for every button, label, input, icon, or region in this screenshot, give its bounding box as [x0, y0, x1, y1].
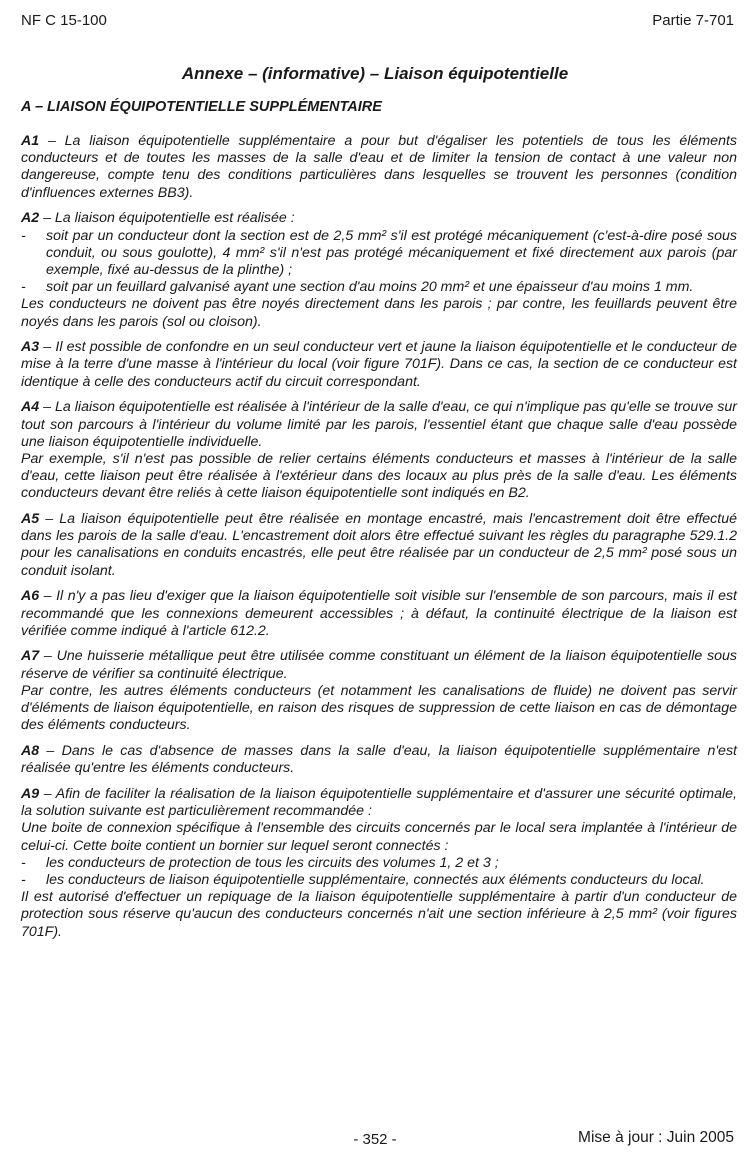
paragraph-text: – Il est possible de confondre en un seul conducteur vert et jaune la liaison équipotentielle et le conducteur de mise à la terre d'une masse à l'intérieur du local (voir figure 701F). Dans ce cas, la section de ce conducteur est identique à celle des conducteurs actif du circuit correspondant.	[21, 339, 737, 390]
update-date: Mise à jour : Juin 2005	[578, 1129, 734, 1146]
paragraph-text: – Dans le cas d'absence de masses dans la salle d'eau, la liaison équipotentielle supplémentaire n'est réalisée qu'entre les éléments conducteurs.	[21, 743, 737, 777]
paragraph-label: A2	[21, 210, 40, 227]
paragraph-text: Une boite de connexion spécifique à l'ensemble des circuits concernés par le local sera implantée à l'intérieur de celui-ci. Cette boite contient un bornier sur lequel seront connectés :	[21, 820, 737, 854]
page-number: - 352 -	[353, 1131, 397, 1148]
annex-title: Annexe – (informative) – Liaison équipotentielle	[181, 64, 569, 83]
paragraph-label: A8	[21, 743, 40, 759]
paragraph-label: A3	[21, 339, 40, 356]
paragraph-text: – La liaison équipotentielle peut être réalisée en montage encastré, mais l'encastrement doit être effectué dans les parois de la salle d'eau. L'encastrement doit alors être effectué suivant les règles du paragraphe 529.1.2 pour les canalisations en conduits encastrés, elle peut être réalisée par un conducteur de 2,5 mm² posé sous un conduit isolant.	[21, 511, 737, 579]
paragraph-text: – La liaison équipotentielle est réalisée à l'intérieur de la salle d'eau, ce qui n'implique pas qu'elle se trouve sur tout son parcours à l'intérieur du volume limité par les parois, l'essentiel étant que chaque salle d'eau possède une liaison équipotentielle individuelle.	[21, 399, 737, 450]
paragraph-label: A4	[21, 399, 40, 416]
paragraph-a5	[21, 511, 737, 580]
paragraph-label: A1	[21, 133, 40, 149]
paragraph-a6	[21, 588, 737, 640]
list-item	[21, 228, 737, 280]
paragraph-text: Par contre, les autres éléments conducteurs (et notamment les canalisations de fluide) ne doivent pas servir d'éléments de liaison équipotentielle, en raison des risques de suppression de cette liaison en cas de démontage des éléments conducteurs.	[21, 682, 737, 734]
paragraph-text: Les conducteurs ne doivent pas être noyés directement dans les parois ; par contre, les feuillards peuvent être noyés dans les parois (sol ou cloison).	[21, 296, 737, 330]
list-item-text: soit par un feuillard galvanisé ayant une section d'au moins 20 mm² et une épaisseur d'au moins 1 mm.	[46, 279, 694, 296]
paragraph-label: A5	[21, 511, 40, 528]
paragraph-a8	[21, 743, 737, 777]
paragraph-a1	[21, 133, 737, 202]
paragraph-a4	[21, 399, 737, 502]
list-item	[21, 872, 737, 889]
header-standard-ref: NF C 15-100	[21, 12, 107, 29]
paragraph-text: – Afin de faciliter la réalisation de la liaison équipotentielle supplémentaire et d'assurer une sécurité optimale, la solution suivante est particulièrement recommandée :	[21, 785, 737, 820]
dash-bullet: -	[21, 279, 26, 296]
list-item	[21, 279, 737, 296]
dash-bullet: -	[21, 854, 26, 871]
section-heading: A – LIAISON ÉQUIPOTENTIELLE SUPPLÉMENTAIRE	[21, 99, 382, 115]
list-item	[21, 855, 737, 872]
dash-bullet: -	[21, 871, 26, 888]
paragraph-a7	[21, 648, 737, 734]
paragraph-label: A9	[21, 785, 40, 802]
paragraph-a3	[21, 339, 737, 391]
paragraph-text: – Il n'y a pas lieu d'exiger que la liaison équipotentielle soit visible sur l'ensemble de son parcours, mais il est recommandé que les connexions demeurent accessibles ; à défaut, la continuité électrique de la liaison est vérifiée comme indiqué à l'article 612.2.	[21, 588, 737, 639]
list-item-text: soit par un conducteur dont la section est de 2,5 mm² s'il est protégé mécaniquement (c'est-à-dire posé sous conduit, ou sous goulotte), 4 mm² s'il n'est pas protégé mécaniquement et fixé directement aux parois (par exemple, fixé au-dessus de la plinthe) ;	[46, 227, 737, 278]
paragraph-label: A7	[21, 648, 40, 665]
paragraph-text: Par exemple, s'il n'est pas possible de relier certains éléments conducteurs et masses à l'intérieur de la salle d'eau, cette liaison peut être réalisée à l'extérieur dans des locaux au plus près de la salle d'eau. Les éléments conducteurs devant être reliés à cette liaison équipotentielle sont indiqués en B2.	[21, 450, 737, 502]
body-text	[21, 133, 737, 949]
dash-bullet: -	[21, 227, 26, 244]
paragraph-a9	[21, 786, 737, 941]
header-part-ref: Partie 7-701	[652, 12, 734, 29]
paragraph-a2	[21, 210, 737, 330]
paragraph-text: Il est autorisé d'effectuer un repiquage de la liaison équipotentielle supplémentaire à partir d'un conducteur de protection sous réserve qu'aucun des conducteurs concernés n'ait une section inférieure à 2,5 mm² (voir figures 701F).	[21, 889, 737, 940]
list-item-text: les conducteurs de protection de tous les circuits des volumes 1, 2 et 3 ;	[46, 854, 499, 871]
paragraph-label: A6	[21, 588, 40, 605]
list-item-text: les conducteurs de liaison équipotentielle supplémentaire, connectés aux éléments conducteurs du local.	[46, 871, 705, 888]
paragraph-text: – Une huisserie métallique peut être utilisée comme constituant un élément de la liaison équipotentielle sous réserve de vérifier sa continuité électrique.	[21, 648, 737, 682]
paragraph-text: – La liaison équipotentielle est réalisée :	[39, 210, 295, 227]
paragraph-text: – La liaison équipotentielle supplémentaire a pour but d'égaliser les potentiels de tous les éléments conducteurs et de toutes les masses de la salle d'eau et de limiter la tension de contact à une valeur non dangereuse, compte tenu des conditions particulières dans lesquelles se trouvent les personnes (condition d'influences externes BB3).	[21, 133, 737, 201]
